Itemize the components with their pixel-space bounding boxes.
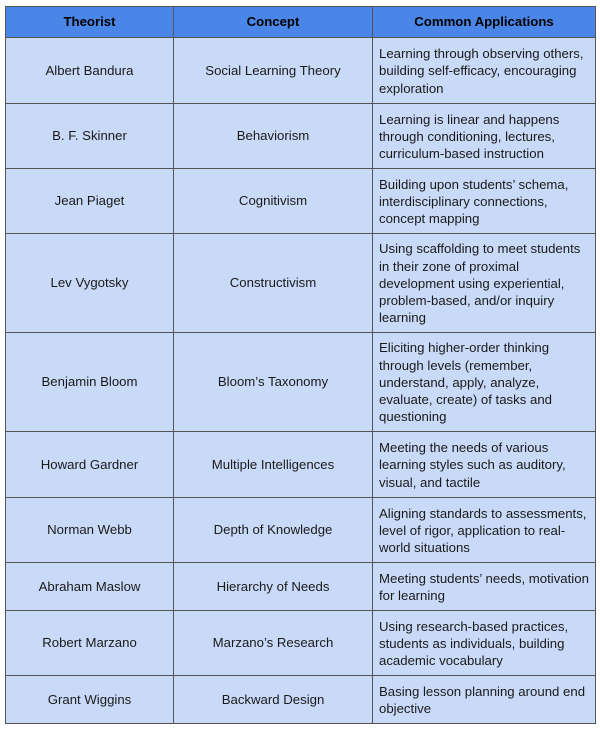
applications-cell: Using research-based practices, students as individuals, building academic vocabulary	[373, 611, 596, 676]
theorist-cell: Robert Marzano	[6, 611, 174, 676]
theorist-cell: Lev Vygotsky	[6, 234, 174, 333]
theorist-cell: Norman Webb	[6, 498, 174, 563]
theorist-cell: Abraham Maslow	[6, 563, 174, 611]
applications-cell: Meeting students’ needs, motivation for learning	[373, 563, 596, 611]
table-row	[6, 498, 596, 563]
table-row	[6, 169, 596, 234]
theorist-cell: Albert Bandura	[6, 38, 174, 104]
concept-cell: Bloom’s Taxonomy	[174, 333, 373, 432]
table-row	[6, 104, 596, 169]
table-row	[6, 563, 596, 611]
header-row	[6, 7, 596, 38]
concept-cell: Depth of Knowledge	[174, 498, 373, 563]
theorist-cell: Jean Piaget	[6, 169, 174, 234]
header-applications: Common Applications	[373, 7, 596, 38]
concept-cell: Backward Design	[174, 676, 373, 724]
concept-cell: Marzano’s Research	[174, 611, 373, 676]
concept-cell: Social Learning Theory	[174, 38, 373, 104]
table-row	[6, 611, 596, 676]
applications-cell: Learning through observing others, building self-efficacy, encouraging exploration	[373, 38, 596, 104]
concept-cell: Behaviorism	[174, 104, 373, 169]
theorist-cell: Benjamin Bloom	[6, 333, 174, 432]
concept-cell: Cognitivism	[174, 169, 373, 234]
table-row	[6, 234, 596, 333]
concept-cell: Hierarchy of Needs	[174, 563, 373, 611]
theorist-cell: B. F. Skinner	[6, 104, 174, 169]
applications-cell: Building upon students’ schema, interdisciplinary connections, concept mapping	[373, 169, 596, 234]
theory-table	[5, 6, 596, 724]
applications-cell: Eliciting higher-order thinking through levels (remember, understand, apply, analyze, evaluate, create) of tasks and questioning	[373, 333, 596, 432]
applications-cell: Using scaffolding to meet students in their zone of proximal development using experiential, problem-based, and/or inquiry learning	[373, 234, 596, 333]
table-row	[6, 333, 596, 432]
header-concept: Concept	[174, 7, 373, 38]
table-row	[6, 38, 596, 104]
applications-cell: Learning is linear and happens through conditioning, lectures, curriculum-based instruction	[373, 104, 596, 169]
theorist-cell: Howard Gardner	[6, 432, 174, 498]
concept-cell: Multiple Intelligences	[174, 432, 373, 498]
applications-cell: Aligning standards to assessments, level of rigor, application to real-world situations	[373, 498, 596, 563]
table-header	[6, 7, 596, 38]
table-body	[6, 38, 596, 724]
applications-cell: Basing lesson planning around end objective	[373, 676, 596, 724]
table-row	[6, 432, 596, 498]
header-theorist: Theorist	[6, 7, 174, 38]
theorist-cell: Grant Wiggins	[6, 676, 174, 724]
concept-cell: Constructivism	[174, 234, 373, 333]
applications-cell: Meeting the needs of various learning styles such as auditory, visual, and tactile	[373, 432, 596, 498]
table-row	[6, 676, 596, 724]
